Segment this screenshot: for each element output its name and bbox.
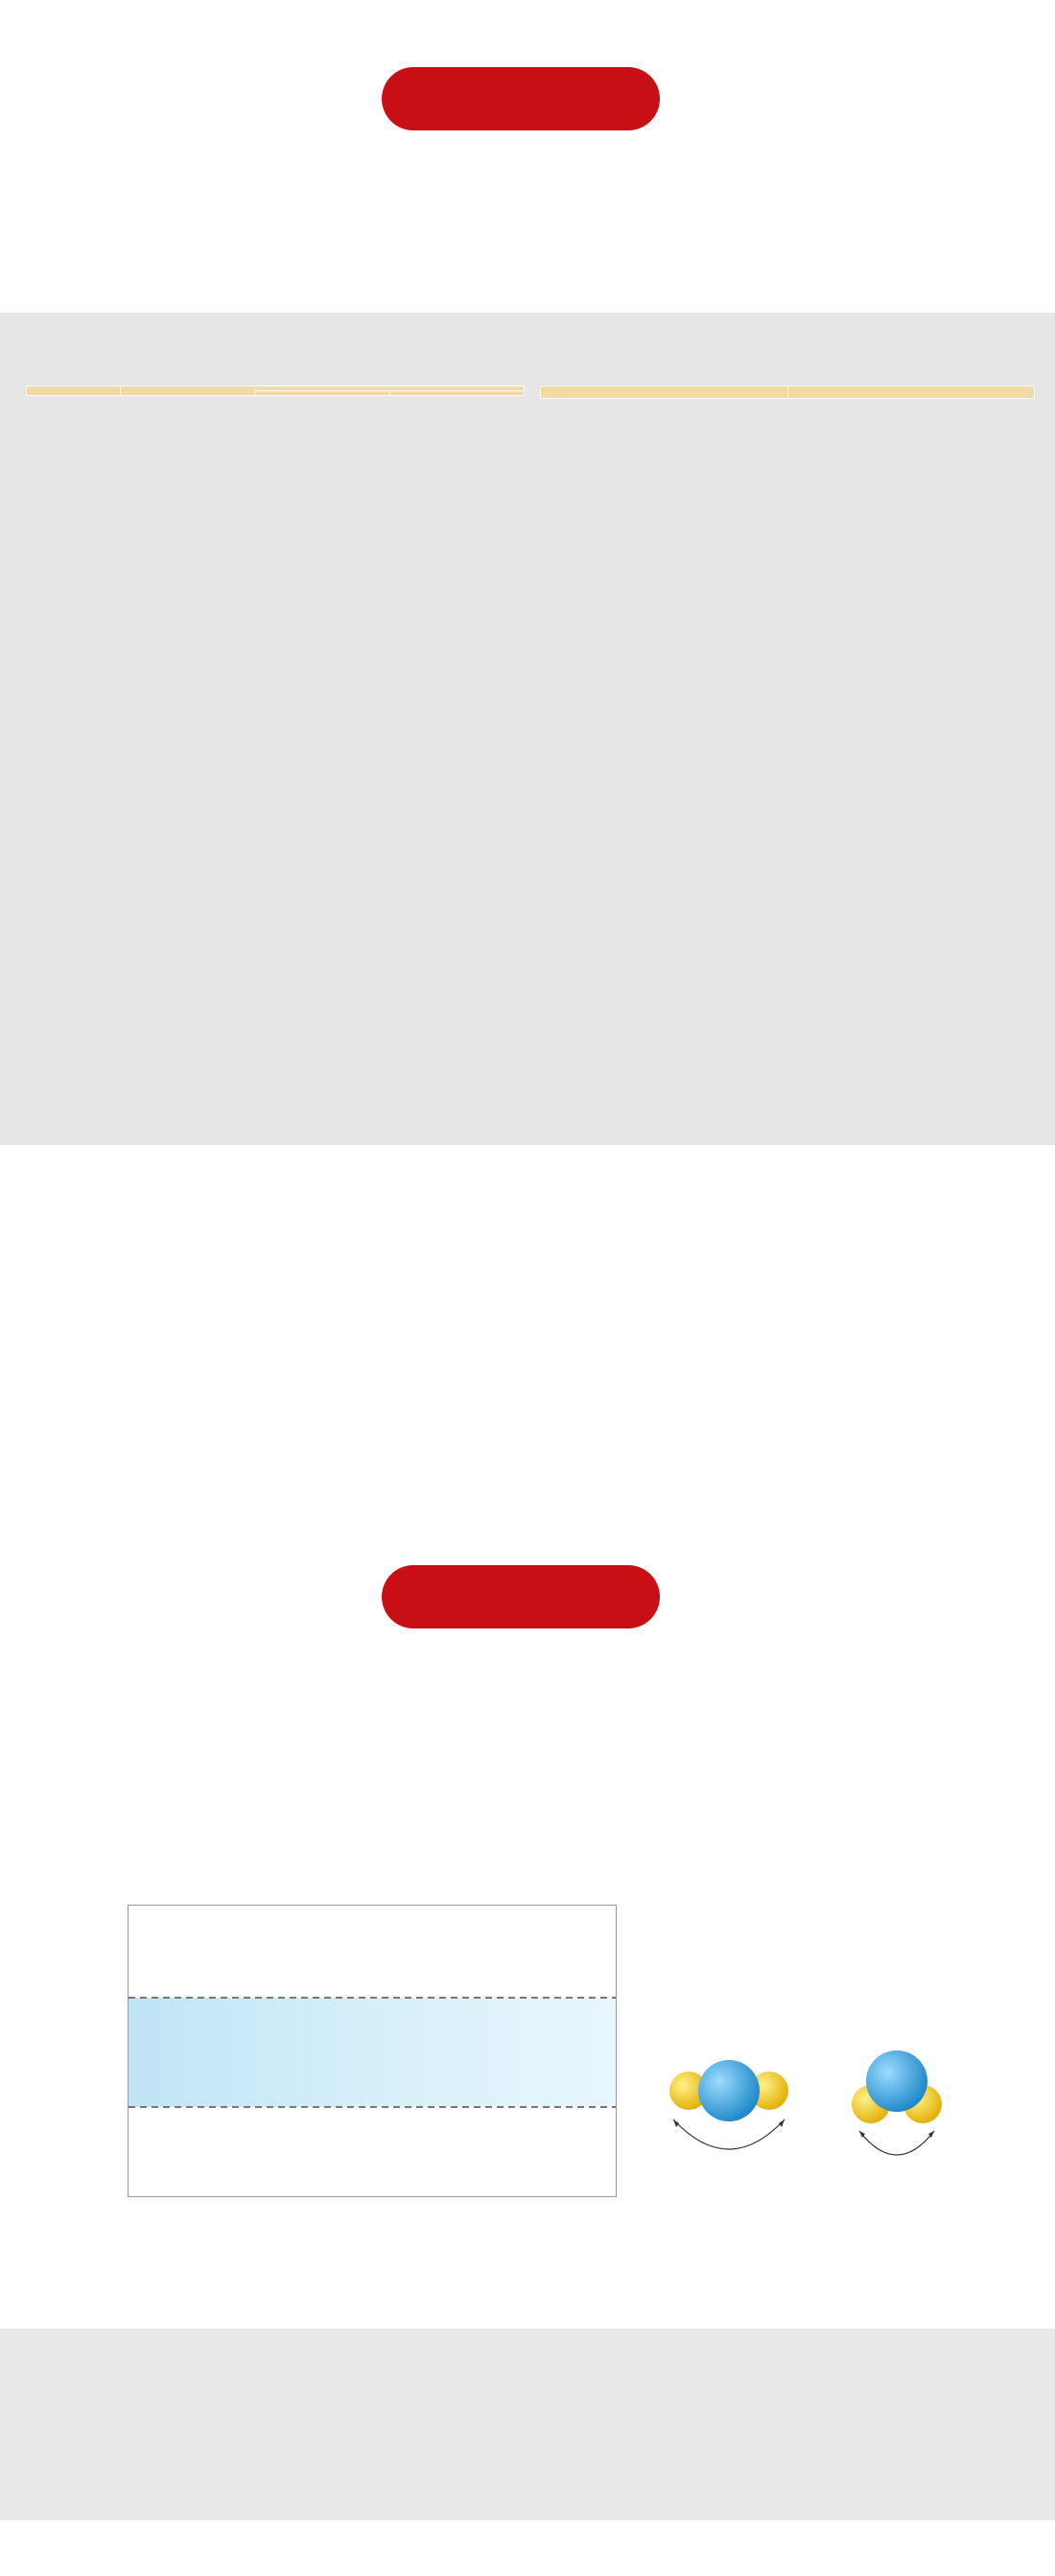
molecule-structure-illustration [645,2035,961,2189]
col-emit [255,391,389,396]
col-frequency [121,386,255,396]
material-energy-table [26,386,525,396]
body-resonance-table [540,386,1035,399]
col-emitted-frequency [541,386,788,399]
point3-badge [382,67,660,130]
summary-panel [0,2329,1055,2520]
point4-heading [0,1651,1055,1725]
col-material [27,386,121,396]
normal-molecule [852,2050,942,2155]
col-absorb [389,391,524,396]
tables-panel [0,313,1055,1145]
radiation-illustration [129,1906,616,2196]
abnormal-molecule [669,2060,788,2149]
infrared-water-diagram [128,1905,617,2197]
water-band [129,1998,616,2107]
col-body-part [787,386,1035,399]
point4-badge [382,1565,660,1628]
